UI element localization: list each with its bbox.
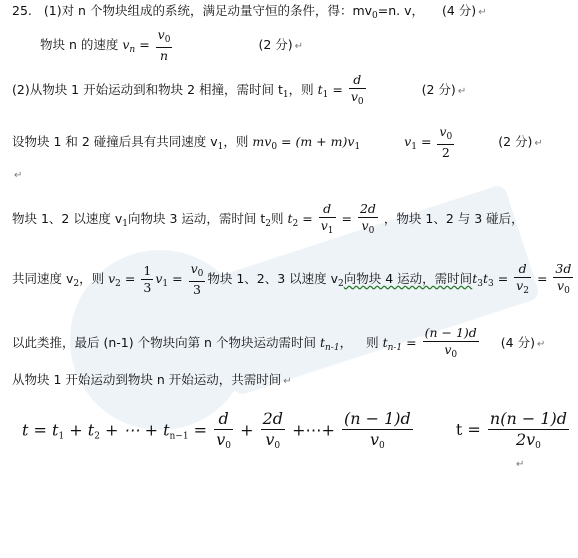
subscript: 2 — [292, 218, 299, 229]
text: ，则 — [223, 133, 249, 149]
fraction — [349, 73, 366, 108]
denominator: v — [265, 430, 275, 450]
subscript: 0 — [164, 35, 171, 45]
denominator: n — [160, 47, 169, 63]
return-mark: ↵ — [283, 376, 292, 387]
denominator: v — [216, 430, 226, 450]
points-label: (2 分) — [421, 81, 456, 97]
equals: = — [406, 334, 417, 350]
line-3 — [12, 73, 466, 108]
subscript: 0 — [368, 225, 375, 236]
var: t — [382, 334, 388, 350]
text: ，物块 1、2 与 3 碰后， — [383, 210, 524, 226]
subscript: 1 — [122, 218, 128, 229]
equation-text: =n. v， — [377, 3, 425, 18]
subscript: n−1 — [169, 431, 189, 442]
numerator: v — [439, 124, 447, 139]
var: t — [287, 210, 293, 226]
points-label: (2 分) — [258, 36, 293, 52]
numerator: 2d — [261, 410, 285, 430]
denominator: 3 — [143, 279, 152, 295]
denominator: v — [369, 430, 380, 450]
fraction — [553, 262, 573, 297]
denominator: v — [350, 88, 358, 104]
denominator: 3 — [192, 281, 201, 297]
subscript: 2 — [73, 278, 80, 289]
numerator: n(n − 1)d — [488, 410, 569, 430]
part1-text: (1)对 n 个物块组成的系统，满足动量守恒的条件，得：mv — [43, 3, 373, 18]
numerator: d — [514, 262, 531, 278]
subscript: 1 — [354, 141, 361, 152]
subscript: 1 — [411, 141, 417, 152]
numerator: 2d — [359, 201, 376, 216]
plus: +⋯+ — [292, 420, 335, 440]
plus: + — [240, 420, 254, 440]
subscript: 1 — [282, 89, 289, 100]
numerator: d — [319, 202, 336, 218]
text: 物块 1、2、3 以速度 v — [207, 270, 339, 286]
return-mark: ↵ — [478, 7, 487, 18]
points-label: (2 分) — [498, 133, 533, 149]
numerator: 3d — [555, 261, 572, 276]
question-number: 25. — [12, 3, 32, 18]
numerator: d — [214, 410, 233, 430]
equals: = — [188, 420, 208, 440]
fraction — [514, 262, 531, 297]
numerator: d — [349, 73, 366, 89]
equals: = — [497, 270, 509, 286]
subscript: 1 — [327, 225, 334, 236]
line-2 — [40, 28, 303, 63]
subscript: 2 — [338, 278, 344, 289]
text: 从物块 1 开始运动到物块 n 开始运动，共需时间 — [12, 372, 282, 387]
subscript: 1 — [58, 431, 65, 442]
fraction — [488, 410, 569, 452]
fraction — [437, 125, 454, 160]
fraction — [156, 28, 173, 63]
line-7 — [12, 326, 545, 361]
numerator: 1 — [143, 263, 152, 279]
subscript: 0 — [225, 441, 231, 452]
subscript: 0 — [372, 11, 378, 21]
denominator: v — [361, 217, 369, 233]
var: v — [108, 270, 116, 286]
fraction — [214, 410, 233, 452]
var: v — [122, 36, 130, 52]
equals: = — [341, 210, 352, 226]
subscript: 0 — [379, 441, 385, 452]
fraction — [261, 410, 285, 452]
points-label: (4 分) — [500, 334, 535, 350]
text: ，则 — [79, 270, 105, 286]
text: (2)从物块 1 开始运动到和物块 2 相撞，需时间 t — [12, 81, 283, 97]
text: 向物块 4 运动，需时间 — [343, 270, 473, 286]
return-mark: ↵ — [294, 40, 304, 52]
equals: = — [172, 270, 183, 286]
equals: = — [536, 270, 548, 286]
line-4 — [12, 125, 543, 160]
text: ， — [339, 334, 353, 350]
subscript: 1 — [217, 141, 224, 152]
subscript: n — [129, 44, 136, 55]
fraction — [423, 326, 479, 361]
denominator: v — [557, 277, 565, 293]
var: t — [472, 270, 478, 286]
numerator: v — [190, 261, 198, 276]
subscript: 0 — [446, 132, 453, 142]
equals: = — [332, 81, 343, 97]
equation: + t — [64, 420, 95, 440]
numerator: v — [157, 27, 165, 42]
subscript: 2 — [115, 278, 121, 289]
equation: t = — [455, 420, 481, 440]
subscript: 0 — [535, 441, 541, 452]
numerator: (n − 1)d — [342, 410, 413, 430]
subscript: 2 — [523, 285, 529, 296]
fraction — [141, 264, 153, 295]
return-mark: ↵ — [534, 137, 543, 149]
denominator: 2v — [515, 430, 536, 450]
fraction — [358, 202, 378, 237]
var: t — [317, 81, 323, 97]
subscript: 0 — [274, 441, 281, 452]
return-mark: ↵ — [536, 338, 546, 350]
empty-line — [12, 168, 22, 181]
line-1 — [12, 5, 487, 21]
var: t — [482, 270, 488, 286]
var: v — [155, 270, 163, 286]
subscript: 0 — [197, 269, 204, 279]
text: 以此类推，最后 (n-1) 个物块向第 n 个物块运动需时间 — [12, 334, 316, 350]
equals: = — [302, 210, 313, 226]
text: ，则 — [288, 81, 314, 97]
subscript: 1 — [322, 89, 329, 100]
subscript: n-1 — [387, 342, 403, 353]
subscript: 0 — [564, 285, 570, 296]
denominator: v — [516, 277, 524, 293]
subscript: 0 — [451, 349, 458, 360]
subscript: n-1 — [324, 342, 340, 353]
subscript: 0 — [271, 141, 278, 152]
fraction — [189, 262, 206, 297]
denominator: 2 — [441, 144, 450, 160]
return-mark: ↵ — [14, 170, 23, 181]
subscript: 2 — [265, 218, 271, 229]
denominator: v — [320, 217, 328, 233]
equals: = — [139, 36, 150, 52]
equals: = — [420, 133, 432, 149]
equation: + ⋯ + t — [99, 420, 170, 440]
end-line — [514, 457, 524, 470]
fraction — [342, 410, 413, 452]
subscript: 2 — [94, 431, 100, 442]
text: 则 — [270, 210, 284, 226]
text: 共同速度 v — [12, 270, 74, 286]
fraction — [319, 202, 336, 237]
numerator: (n − 1)d — [424, 325, 477, 340]
label: 物块 n 的速度 — [40, 36, 119, 52]
line-5 — [12, 202, 524, 237]
equation: mv — [252, 133, 272, 149]
text: 物块 1、2 以速度 v — [12, 210, 123, 226]
line-6: 共同速度 $v_2$，则 $v_2$ = $\frac{1}{3}$ $v_1$ = $\frac{v_0}{3}$ 物块 1、2、3 以速度 $v_2$向物块 4 运动，需时间$t_3t_3$ = $\frac{d}{v_2}$ = $\frac{3d}{v_0}$ — [12, 261, 572, 297]
text: 设物块 1 和 2 碰撞后具有共同速度 v — [12, 133, 218, 149]
equals: = — [124, 270, 136, 286]
subscript: 0 — [357, 96, 364, 107]
var: t — [319, 334, 325, 350]
return-mark: ↵ — [516, 459, 525, 470]
text: 向物块 3 运动，需时间 t — [127, 210, 266, 226]
subscript: 1 — [162, 278, 169, 289]
var: v — [404, 133, 412, 149]
denominator: v — [444, 341, 452, 357]
line-9 — [22, 410, 571, 452]
text: 则 — [366, 334, 379, 350]
points-label: (4 分) — [442, 3, 477, 18]
line-8 — [12, 374, 292, 387]
return-mark: ↵ — [457, 85, 467, 97]
equation: t = t — [22, 420, 59, 440]
equation: = (m + m)v — [277, 133, 355, 149]
